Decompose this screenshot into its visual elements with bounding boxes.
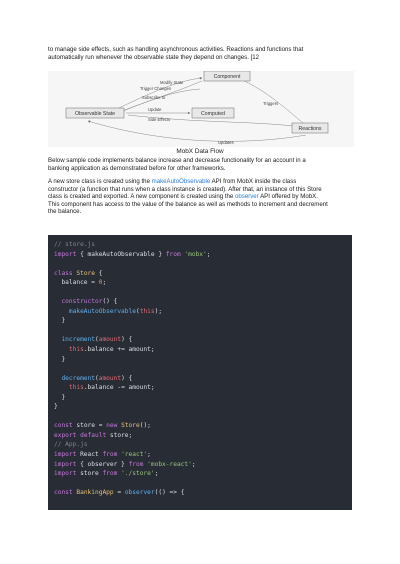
body2-line-3-pre: class is created and exported. A new component is created using the	[48, 193, 235, 201]
code-block	[48, 235, 352, 510]
intro-line-2: automatically run whenever the observable state they depend on changes. [12	[48, 53, 260, 61]
code-token: decrement	[61, 374, 95, 382]
edge-updates	[88, 121, 306, 141]
code-token: ) {	[121, 374, 133, 382]
code-token: observer	[124, 489, 155, 497]
code-token	[54, 346, 69, 353]
observer-link[interactable]: observer	[235, 193, 259, 201]
code-line	[54, 440, 352, 450]
code-token: from	[102, 451, 118, 459]
code-token: }	[54, 317, 66, 325]
code-token: ;	[206, 250, 211, 258]
code-token: .balance -= amount;	[83, 384, 155, 392]
code-line	[54, 259, 352, 269]
edge-label-triggers: Triggers	[263, 101, 279, 106]
code-line	[54, 288, 352, 298]
code-token: ();	[139, 422, 151, 430]
code-token: =	[113, 489, 125, 497]
code-token: 'mobx'	[184, 250, 207, 258]
edge-label-modify-state: Modify State	[160, 80, 184, 85]
diagram-caption: MobX Data Flow	[176, 148, 224, 155]
code-token: const	[54, 422, 73, 430]
code-line	[54, 335, 352, 345]
code-token: BankingApp	[76, 489, 114, 497]
code-line	[54, 297, 352, 307]
body-paragraph-1	[48, 157, 366, 172]
code-token: ;	[154, 470, 159, 478]
code-token: (	[94, 374, 99, 382]
code-token: store =	[72, 422, 107, 430]
code-token: 'react'	[121, 451, 148, 459]
body2-line-4: This component has access to the value of the balance as well as methods to increment and decrement	[48, 200, 328, 208]
body2-line-1-post: API from MobX inside the class	[210, 178, 297, 185]
code-token: export	[54, 431, 77, 439]
code-token: { makeAutoObservable }	[76, 250, 166, 258]
code-token: store	[76, 470, 103, 478]
make-auto-observable-link[interactable]: makeAutoObservable	[151, 178, 211, 185]
code-line	[54, 345, 352, 355]
code-token: }	[54, 393, 66, 401]
code-token: amount	[98, 336, 122, 344]
code-line	[54, 383, 352, 393]
edge-label-subscribe: Subscribe to	[142, 95, 166, 100]
code-token: (	[94, 336, 99, 344]
code-token: ) {	[121, 336, 133, 344]
code-line	[54, 450, 352, 460]
code-token: ;	[191, 460, 196, 468]
code-line	[54, 240, 352, 250]
node-observable-state-label: Observable State	[74, 111, 116, 117]
edge-label-trigger-changes: Trigger Changes	[140, 86, 172, 91]
code-token: // store.js	[54, 241, 95, 248]
code-line	[54, 316, 352, 326]
body1-line-1: Below sample code implements balance increase and decrease functionality for an account in a	[48, 157, 306, 164]
code-token: from	[128, 460, 144, 468]
code-line	[54, 355, 352, 365]
code-token: amount	[98, 374, 122, 382]
body1-line-2: banking application as demonstrated before for other frameworks.	[48, 164, 226, 172]
code-token: .balance += amount;	[83, 346, 155, 354]
intro-line-1: to manage side effects, such as handling asynchronous activities. Reactions and functions that	[48, 46, 304, 53]
code-line	[54, 374, 352, 384]
code-token: () {	[102, 298, 118, 306]
intro-paragraph	[48, 46, 366, 61]
code-token: (() => {	[154, 489, 185, 497]
node-reactions-label: Reactions	[298, 126, 322, 132]
code-line	[54, 412, 352, 422]
code-token: }	[54, 355, 66, 363]
code-token: React	[76, 451, 103, 459]
code-token: this	[68, 384, 84, 392]
code-line	[54, 488, 352, 498]
edge-label-updates: Updates	[218, 140, 234, 145]
code-line	[54, 431, 352, 441]
code-token: {	[95, 269, 103, 277]
code-token: './store'	[121, 470, 155, 478]
code-token: makeAutoObservable	[68, 307, 136, 315]
code-line	[54, 269, 352, 279]
code-line	[54, 278, 352, 288]
node-component-label: Component	[213, 74, 241, 80]
code-token: // App.js	[54, 441, 88, 449]
code-token: }	[54, 403, 58, 411]
code-token: 'mobx-react'	[147, 460, 192, 468]
code-token: from	[165, 250, 181, 258]
body2-line-2: constructor (a function that runs when a class instance is created). After that, an instance of this Store	[48, 185, 322, 193]
code-token: class	[54, 269, 73, 277]
code-line	[54, 479, 352, 489]
code-line	[54, 364, 352, 374]
code-token	[54, 384, 69, 391]
code-line	[54, 307, 352, 317]
code-token: constructor	[61, 298, 103, 306]
code-line	[54, 393, 352, 403]
code-token: (	[135, 307, 140, 315]
code-token: import	[54, 470, 77, 478]
edge-label-update: Update	[148, 107, 162, 112]
code-token: import	[54, 250, 77, 258]
code-line	[54, 402, 352, 412]
code-token: );	[154, 307, 163, 315]
code-line	[54, 460, 352, 470]
code-token: this	[68, 346, 84, 354]
code-token: ;	[102, 279, 107, 287]
code-line	[54, 326, 352, 336]
code-token: new	[106, 422, 118, 430]
body2-line-1-pre: A new store class is created using the	[48, 178, 152, 185]
code-token: Store	[121, 422, 140, 430]
code-token: 0	[98, 279, 103, 287]
body2-line-5: the balance.	[48, 208, 82, 216]
code-token	[54, 308, 69, 315]
body-paragraph-2	[48, 178, 366, 216]
code-line	[54, 250, 352, 260]
code-token: Store	[76, 269, 96, 277]
code-token: increment	[61, 336, 95, 344]
code-token: const	[54, 489, 73, 497]
code-token: { observer }	[76, 460, 129, 468]
code-token: from	[102, 470, 118, 478]
code-token: store;	[106, 431, 133, 439]
code-token: this	[139, 307, 155, 315]
code-token: balance =	[54, 279, 99, 287]
body2-line-3-post: API offered by MobX.	[258, 193, 318, 201]
code-token: ;	[147, 451, 151, 459]
code-line	[54, 469, 352, 479]
code-token: import	[54, 460, 77, 468]
code-token: default	[80, 431, 107, 439]
mobx-data-flow-diagram	[48, 71, 354, 147]
edge-label-side-effects: Side Effects	[148, 117, 171, 122]
node-computed-label: Computed	[201, 111, 225, 117]
code-line	[54, 421, 352, 431]
code-token: import	[54, 451, 77, 459]
